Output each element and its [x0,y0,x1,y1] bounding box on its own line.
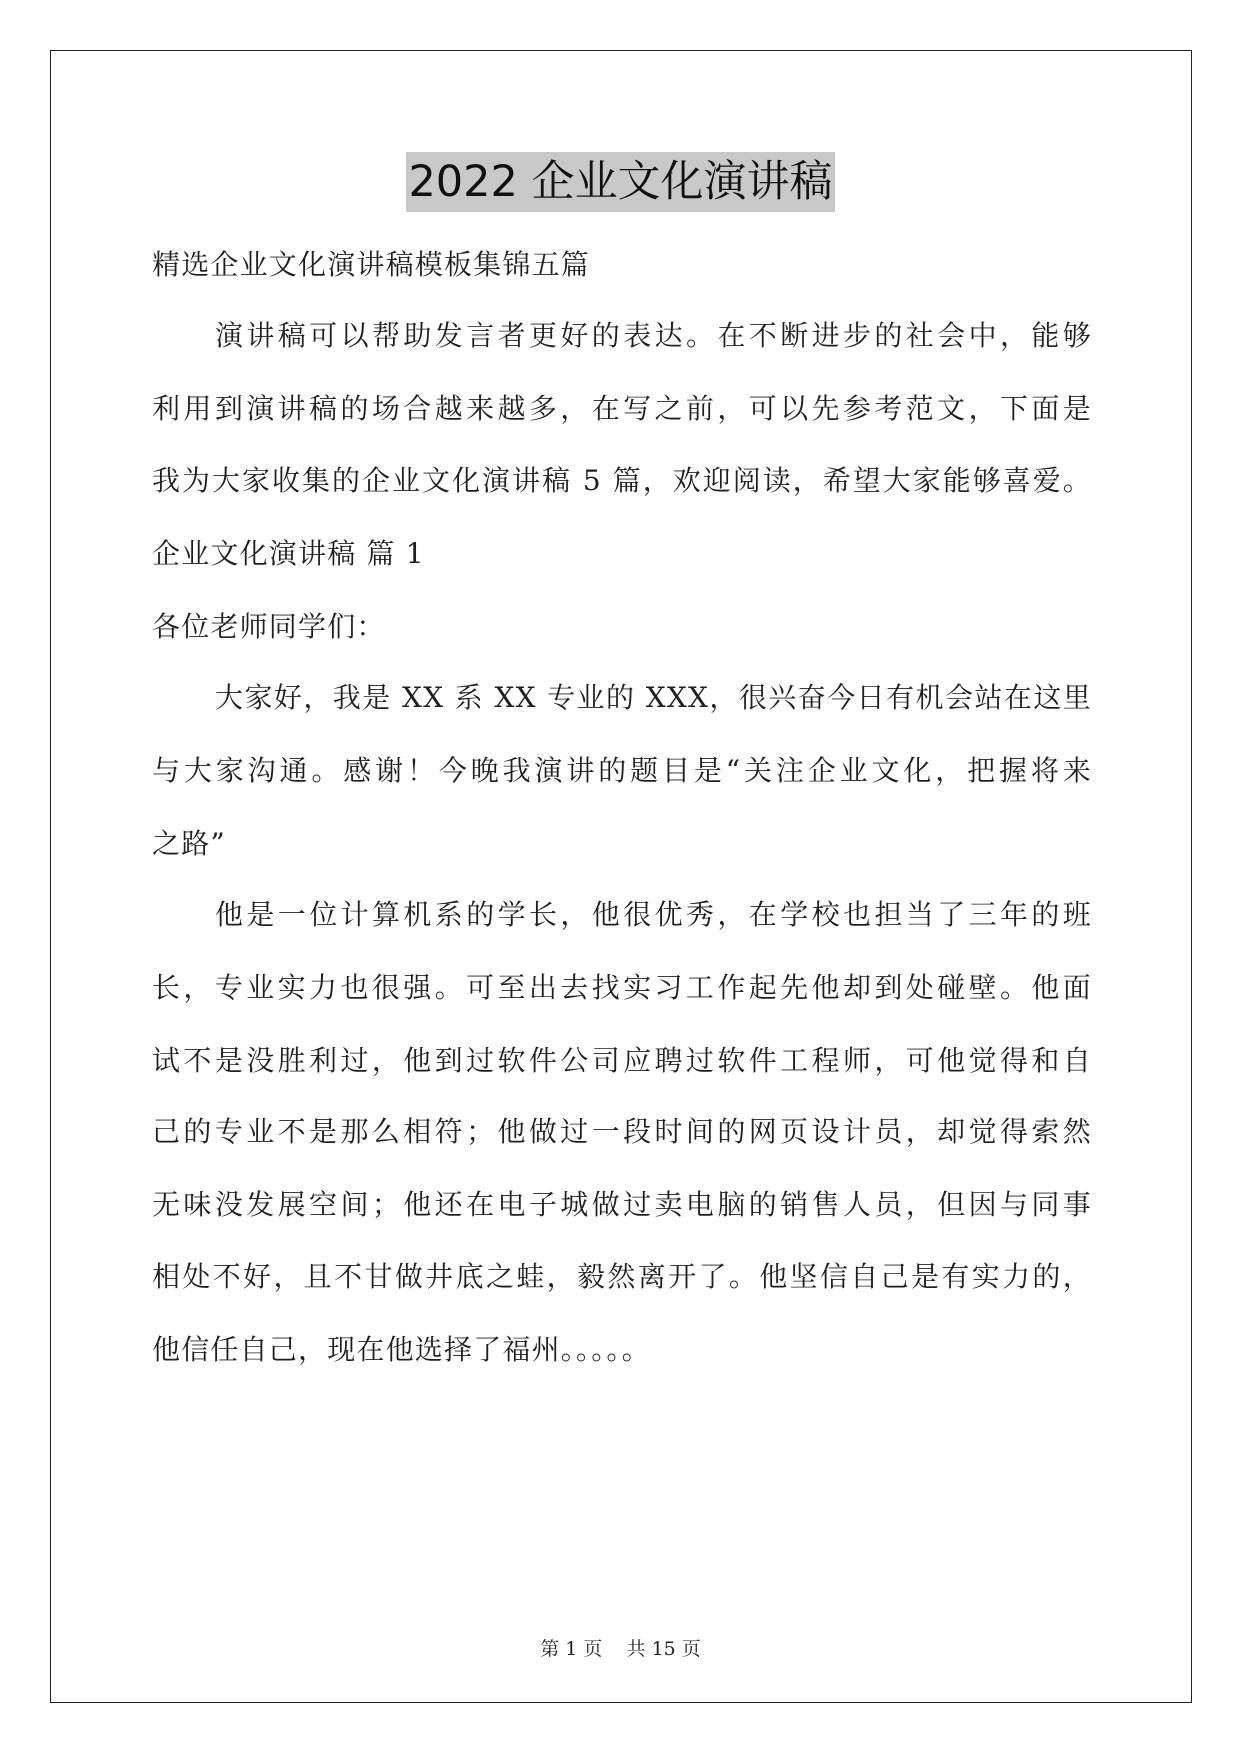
paragraph-line: 他信任自己，现在他选择了福州。。。。。 [152,1333,651,1366]
paragraph-line: 大家好，我是 XX 系 XX 专业的 XXX，很兴奋今日有机会站在这里 [215,681,1092,714]
title-container [0,152,1241,212]
paragraph-line: 相处不好，且不甘做井底之蛙，毅然离开了。他坚信自己是有实力的， [152,1260,1092,1293]
paragraph-line: 长，专业实力也很强。可至出去找实习工作起先他却到处碰壁。他面 [152,971,1092,1004]
paragraph-line: 无味没发展空间；他还在电子城做过卖电脑的销售人员，但因与同事 [152,1188,1092,1221]
subtitle-line: 精选企业文化演讲稿模板集锦五篇 [152,248,591,281]
page-number: 第 1 页 [540,1638,603,1660]
page-frame [50,50,1192,1703]
page-total: 共 15 页 [626,1638,701,1660]
paragraph-line: 我为大家收集的企业文化演讲稿 5 篇，欢迎阅读，希望大家能够喜爱。 [152,464,1092,497]
paragraph-line: 己的专业不是那么相符；他做过一段时间的网页设计员，却觉得索然 [152,1115,1092,1148]
paragraph-line: 试不是没胜利过，他到过软件公司应聘过软件工程师，可他觉得和自 [152,1044,1092,1077]
section-heading: 企业文化演讲稿 篇 1 [152,537,425,570]
paragraph-line: 之路” [152,827,226,860]
paragraph-line: 利用到演讲稿的场合越来越多，在写之前，可以先参考范文，下面是 [152,392,1092,425]
document-title: 2022 企业文化演讲稿 [406,152,834,212]
paragraph-line: 与大家沟通。感谢！今晚我演讲的题目是“关注企业文化，把握将来 [152,754,1092,787]
paragraph-line: 演讲稿可以帮助发言者更好的表达。在不断进步的社会中，能够 [215,319,1092,352]
salutation-line: 各位老师同学们： [152,610,386,643]
paragraph-line: 他是一位计算机系的学长，他很优秀，在学校也担当了三年的班 [215,898,1092,931]
page-footer [0,1634,1241,1661]
